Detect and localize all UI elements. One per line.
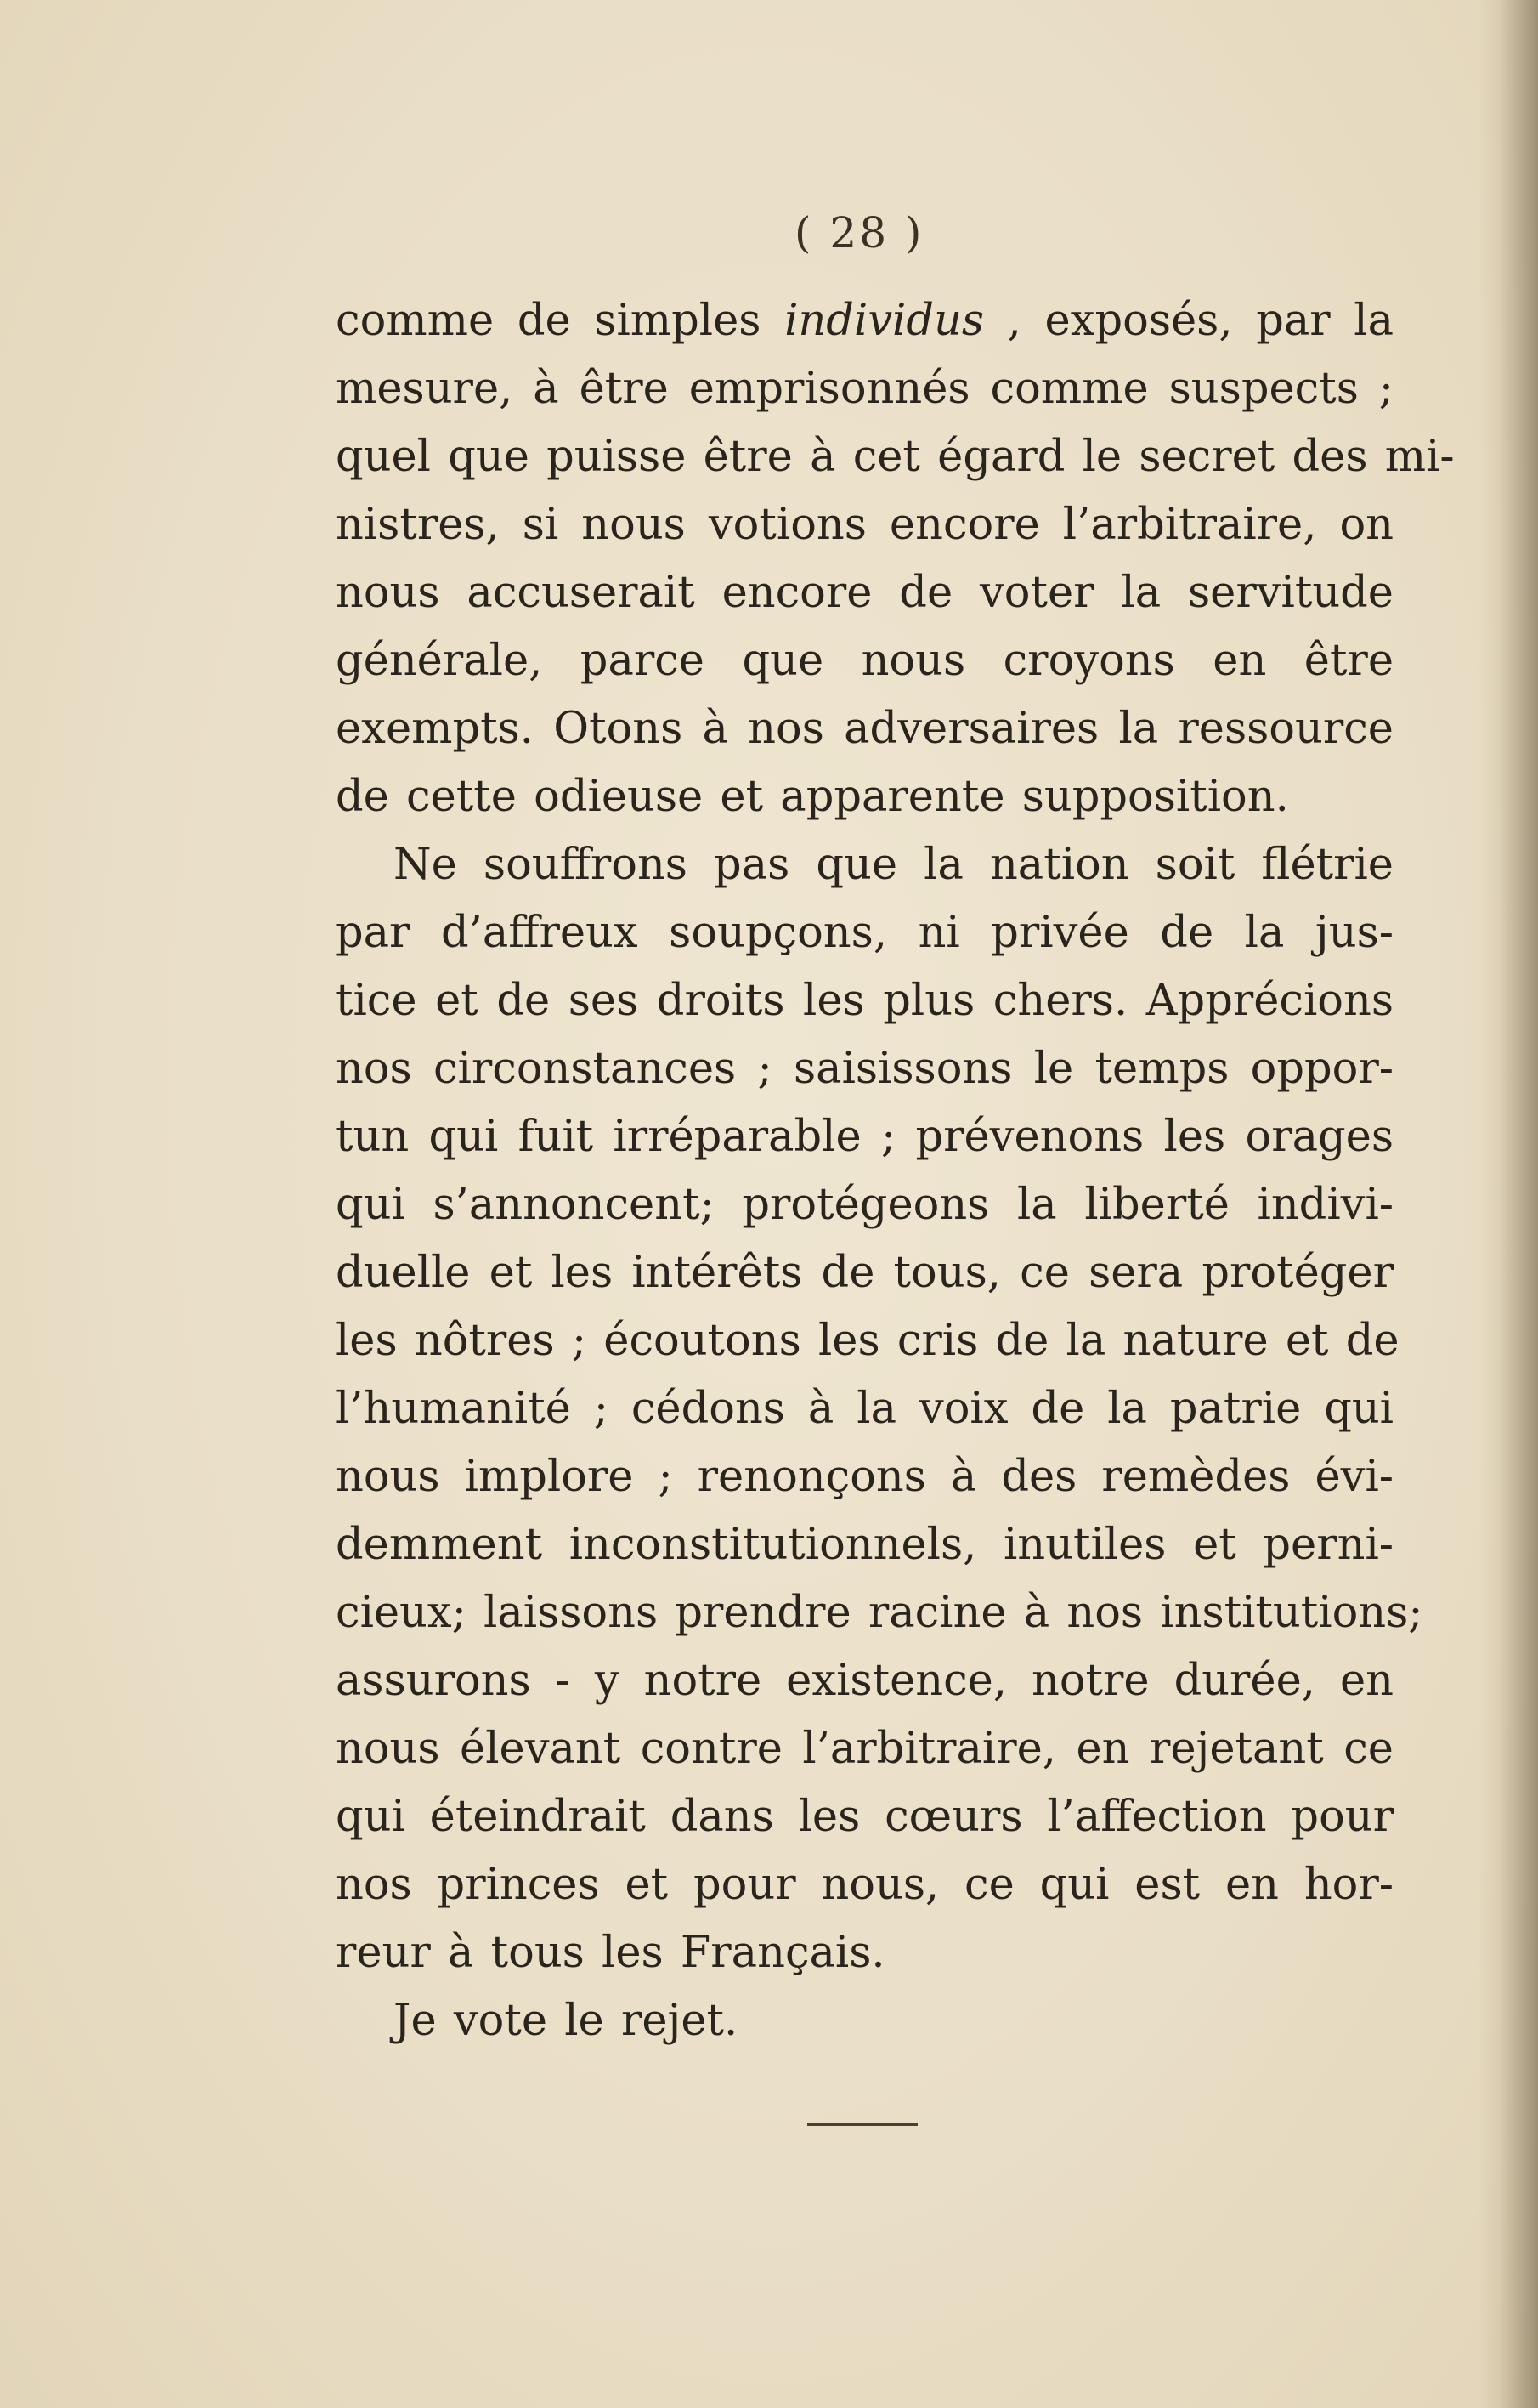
text-line-22: nous élevant contre l’arbitraire, en rejetant ce [336,1724,1394,1774]
text-line-15: duelle et les intérêts de tous, ce sera protéger [336,1248,1394,1298]
text-line-7: exempts. Otons à nos adversaires la ressource [336,704,1394,754]
text-line-2: mesure, à être emprisonnés comme suspects ; [336,364,1394,414]
text-line-24: nos princes et pour nous, ce qui est en hor- [336,1860,1394,1910]
text-line-14: qui s’annoncent; protégeons la liberté indivi- [336,1180,1394,1230]
text-line-13: tun qui fuit irréparable ; prévenons les orages [336,1112,1394,1162]
text-line-19: demment inconstitutionnels, inutiles et perni- [336,1520,1394,1570]
text-line-1: comme de simples individus , exposés, par la [336,296,1394,346]
page-edge-shadow [1479,0,1538,2408]
text-line-26: Je vote le rejet. [393,1996,738,2046]
text-line-8: de cette odieuse et apparente supposition. [336,772,1289,822]
closing-rule [807,2123,918,2126]
text-line-23: qui éteindrait dans les cœurs l’affection pour [336,1792,1394,1842]
text-line-10: par d’affreux soupçons, ni privée de la jus- [336,908,1394,958]
text-line-4: nistres, si nous votions encore l’arbitraire, on [336,500,1394,550]
page-number: ( 28 ) [794,208,924,258]
text-line-17: l’humanité ; cédons à la voix de la patrie qui [336,1384,1394,1434]
text-line-21: assurons - y notre existence, notre durée, en [336,1656,1394,1706]
text-line-25: reur à tous les Français. [336,1928,885,1978]
text-line-11: tice et de ses droits les plus chers. Apprécions [336,976,1394,1026]
text-line-16: les nôtres ; écoutons les cris de la nature et de [336,1316,1399,1366]
italic-word: individus [784,296,985,346]
text-line-3: quel que puisse être à cet égard le secret des mi- [336,432,1455,482]
text-line-20: cieux; laissons prendre racine à nos institutions; [336,1588,1423,1638]
text-line-12: nos circonstances ; saisissons le temps oppor- [336,1044,1394,1094]
text-line-6: générale, parce que nous croyons en être [336,636,1394,686]
text-line-9: Ne souffrons pas que la nation soit flétrie [393,840,1394,890]
text-line-18: nous implore ; renonçons à des remèdes évi- [336,1452,1394,1502]
page-number-area [0,208,1538,268]
text-line-5: nous accuserait encore de voter la servitude [336,568,1394,618]
body-text [336,287,1455,2055]
